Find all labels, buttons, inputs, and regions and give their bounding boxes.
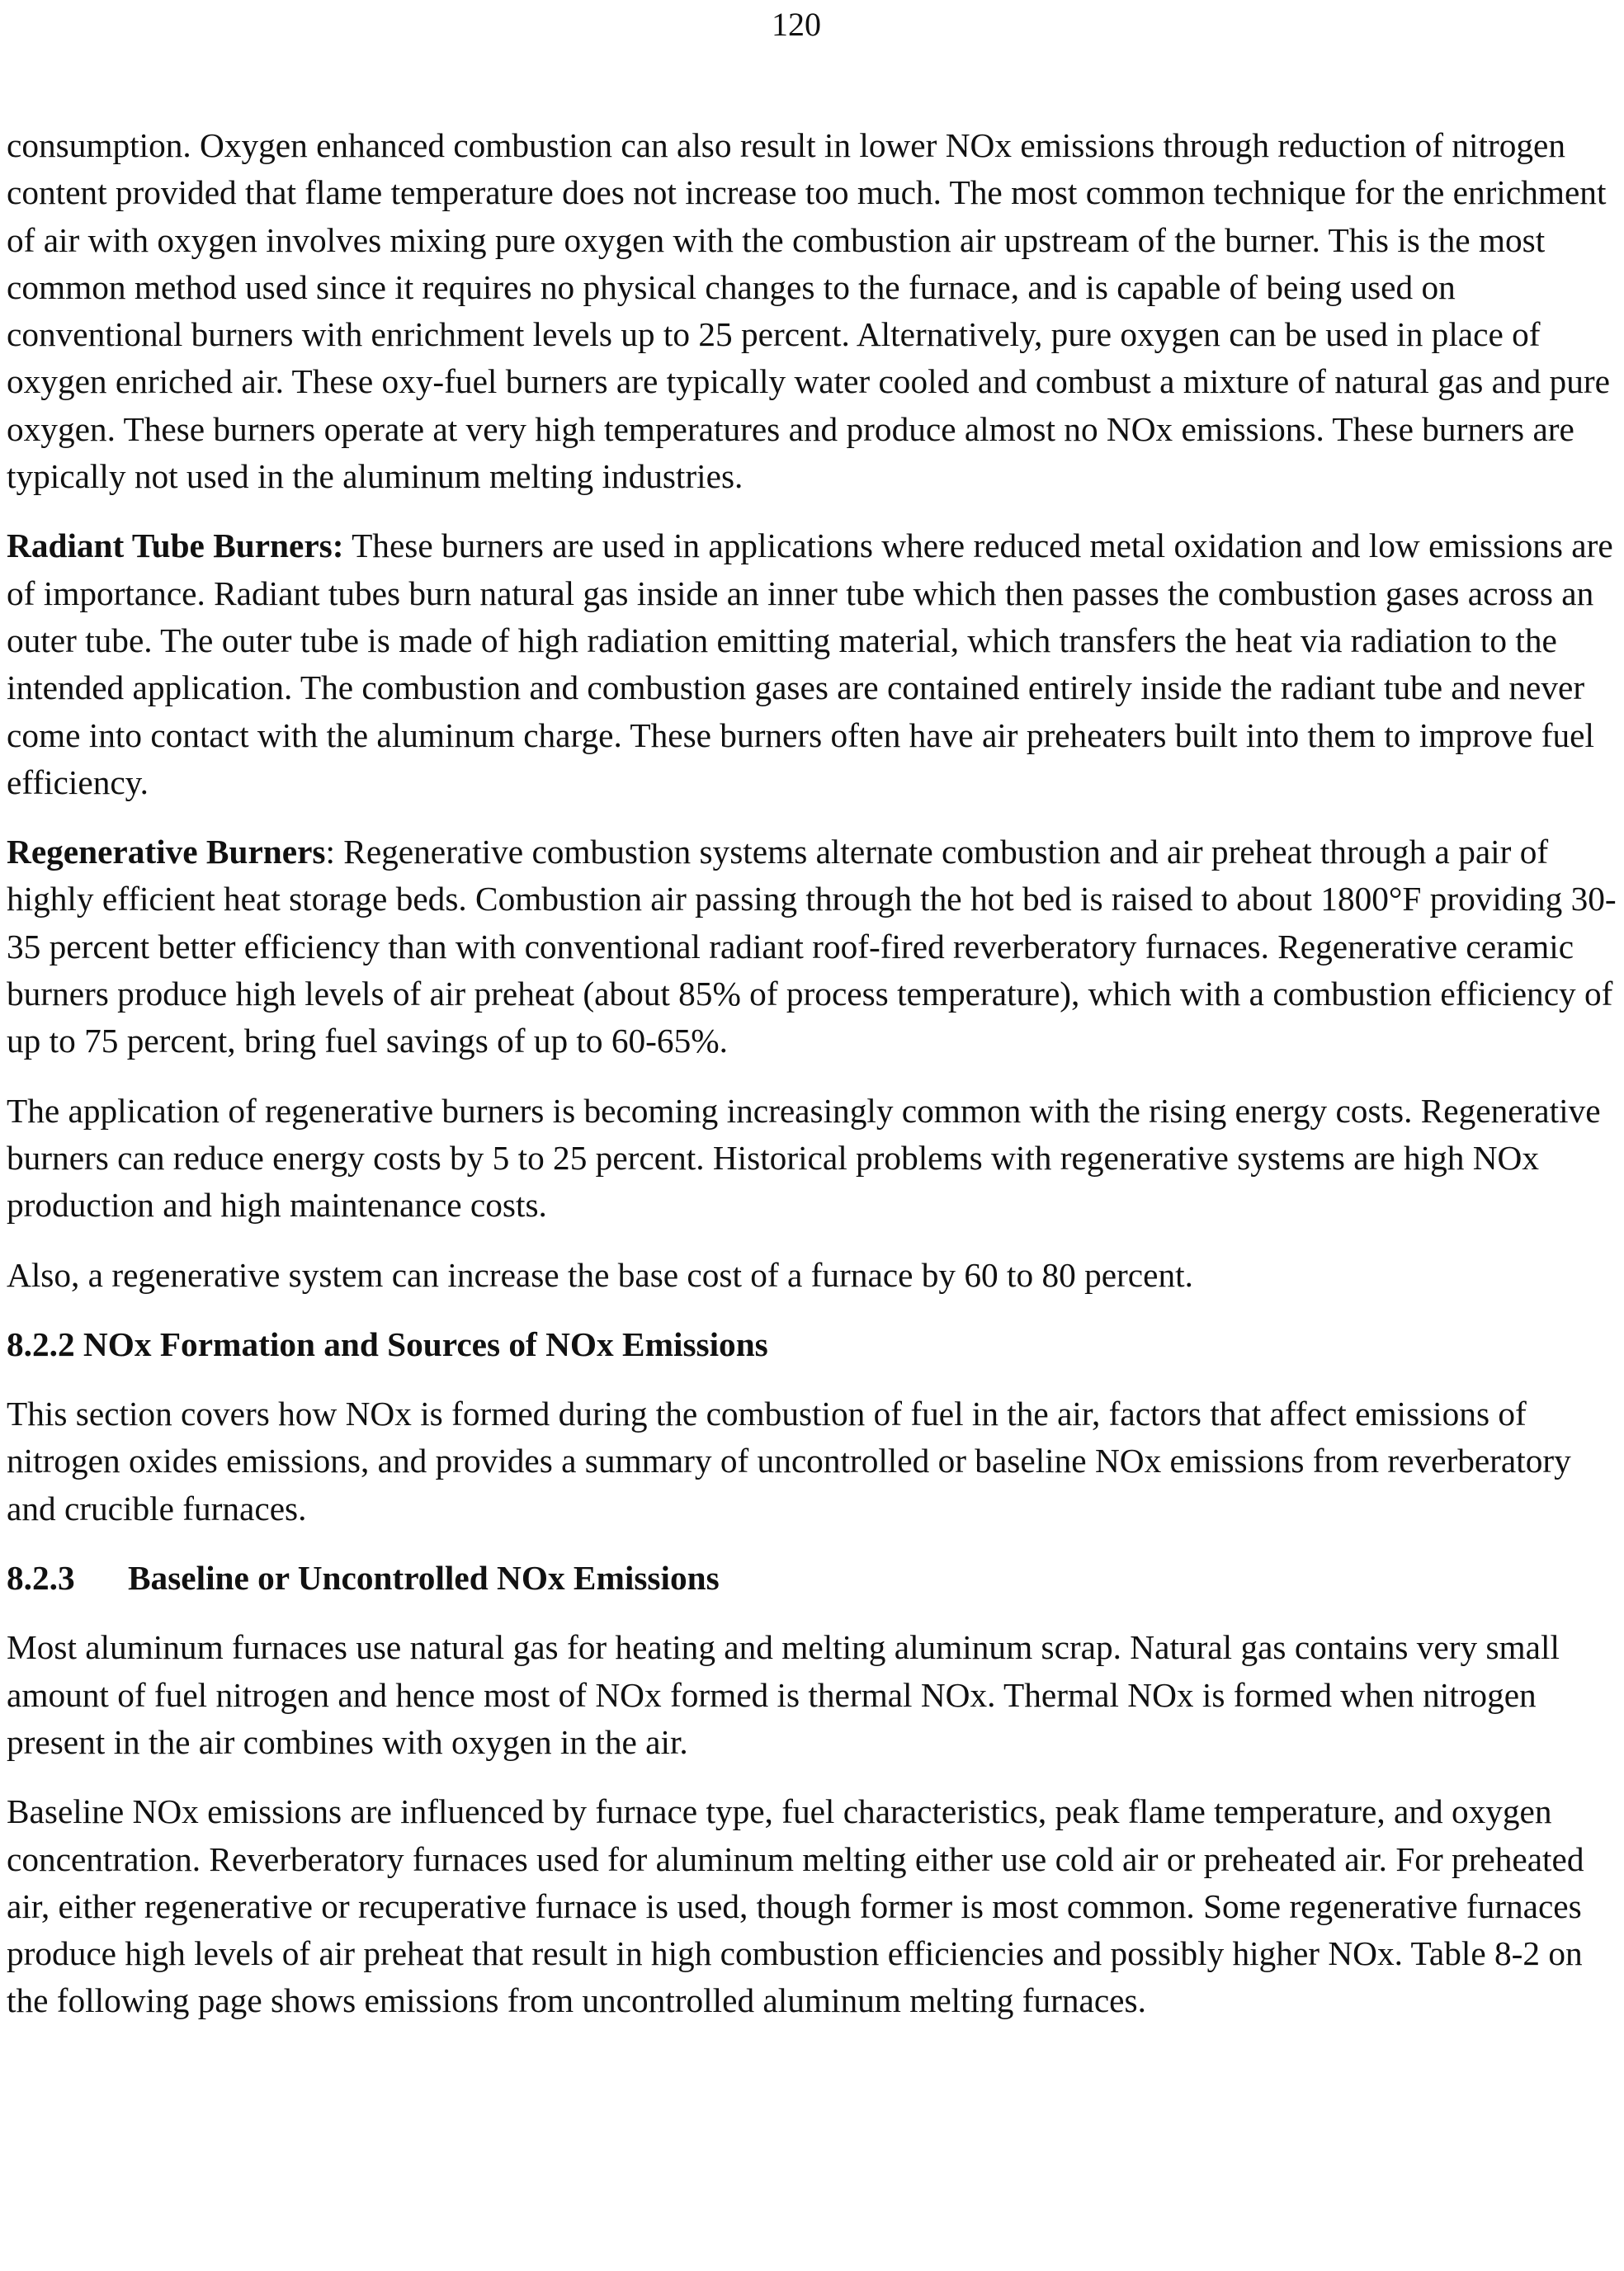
section-title-823: Baseline or Uncontrolled NOx Emissions <box>128 1559 720 1598</box>
regenerative-burners-text: : Regenerative combustion systems alternate combustion and air preheat through a pair of highly efficient heat storage beds. Combustion air passing through the hot bed is raised to about 1800°F providing 30-35 percent better efficiency than with conventional radiant roof-fired reverberatory furnaces. Regenerative ceramic burners produce high levels of air preheat (about 85% of process temperature), which with a combustion efficiency of up to 75 percent, bring fuel savings of up to 60-65%. <box>7 833 1617 1060</box>
paragraph-regenerative-application: The application of regenerative burners is becoming increasingly common with the rising energy costs. Regenerative burners can reduce energy costs by 5 to 25 percent. Historical problems with regenerative systems are high NOx production and high maintenance costs. <box>7 1091 1601 1225</box>
page-number: 120 <box>772 6 821 43</box>
page-content <box>7 122 1620 2047</box>
radiant-tube-burners-text: These burners are used in applications where reduced metal oxidation and low emissions are of importance. Radiant tubes burn natural gas inside an inner tube which then passes the combustion gases across an outer tube. The outer tube is made of high radiation emitting material, which transfers the heat via radiation to the intended application. The combustion and combustion gases are contained entirely inside the radiant tube and never come into contact with the aluminum charge. These burners often have air preheaters built into them to improve fuel efficiency. <box>7 526 1613 801</box>
paragraph-baseline-nox: Baseline NOx emissions are influenced by furnace type, fuel characteristics, peak flame temperature, and oxygen concentration. Reverberatory furnaces used for aluminum melting either use cold air or preheated air. For preheated air, either regenerative or recuperative furnace is used, though former is most common. Some regenerative furnaces produce high levels of air preheat that result in high combustion efficiencies and possibly higher NOx. Table 8-2 on the following page shows emissions from uncontrolled aluminum melting furnaces. <box>7 1792 1584 2020</box>
paragraph-section-822: This section covers how NOx is formed during the combustion of fuel in the air, factors that affect emissions of nitrogen oxides emissions, and provides a summary of uncontrolled or baseline NOx emissions from reverberatory and crucible furnaces. <box>7 1395 1571 1527</box>
regenerative-burners-label: Regenerative Burners <box>7 833 326 871</box>
section-heading-822: 8.2.2 NOx Formation and Sources of NOx Emissions <box>7 1324 768 1363</box>
paragraph-regenerative-cost: Also, a regenerative system can increase the base cost of a furnace by 60 to 80 percent. <box>7 1255 1193 1294</box>
paragraph-natural-gas-nox: Most aluminum furnaces use natural gas for heating and melting aluminum scrap. Natural gas contains very small amount of fuel nitrogen and hence most of NOx formed is thermal NOx. Thermal NOx is formed when nitrogen present in the air combines with oxygen in the air. <box>7 1628 1560 1761</box>
paragraph-regenerative-burners <box>7 829 1620 1065</box>
paragraph-oxygen-enhanced-combustion: consumption. Oxygen enhanced combustion can also result in lower NOx emissions through reduction of nitrogen content provided that flame temperature does not increase too much. The most common technique for the enrichment of air with oxygen involves mixing pure oxygen with the combustion air upstream of the burner. This is the most common method used since it requires no physical changes to the furnace, and is capable of being used on conventional burners with enrichment levels up to 25 percent. Alternatively, pure oxygen can be used in place of oxygen enriched air. These oxy-fuel burners are typically water cooled and combust a mixture of natural gas and pure oxygen. These burners operate at very high temperatures and produce almost no NOx emissions. These burners are typically not used in the aluminum melting industries. <box>7 126 1610 496</box>
section-number-823: 8.2.3 <box>7 1559 75 1598</box>
radiant-tube-burners-label: Radiant Tube Burners: <box>7 526 344 565</box>
paragraph-radiant-tube-burners <box>7 522 1620 806</box>
section-heading-823 <box>7 1555 1620 1602</box>
